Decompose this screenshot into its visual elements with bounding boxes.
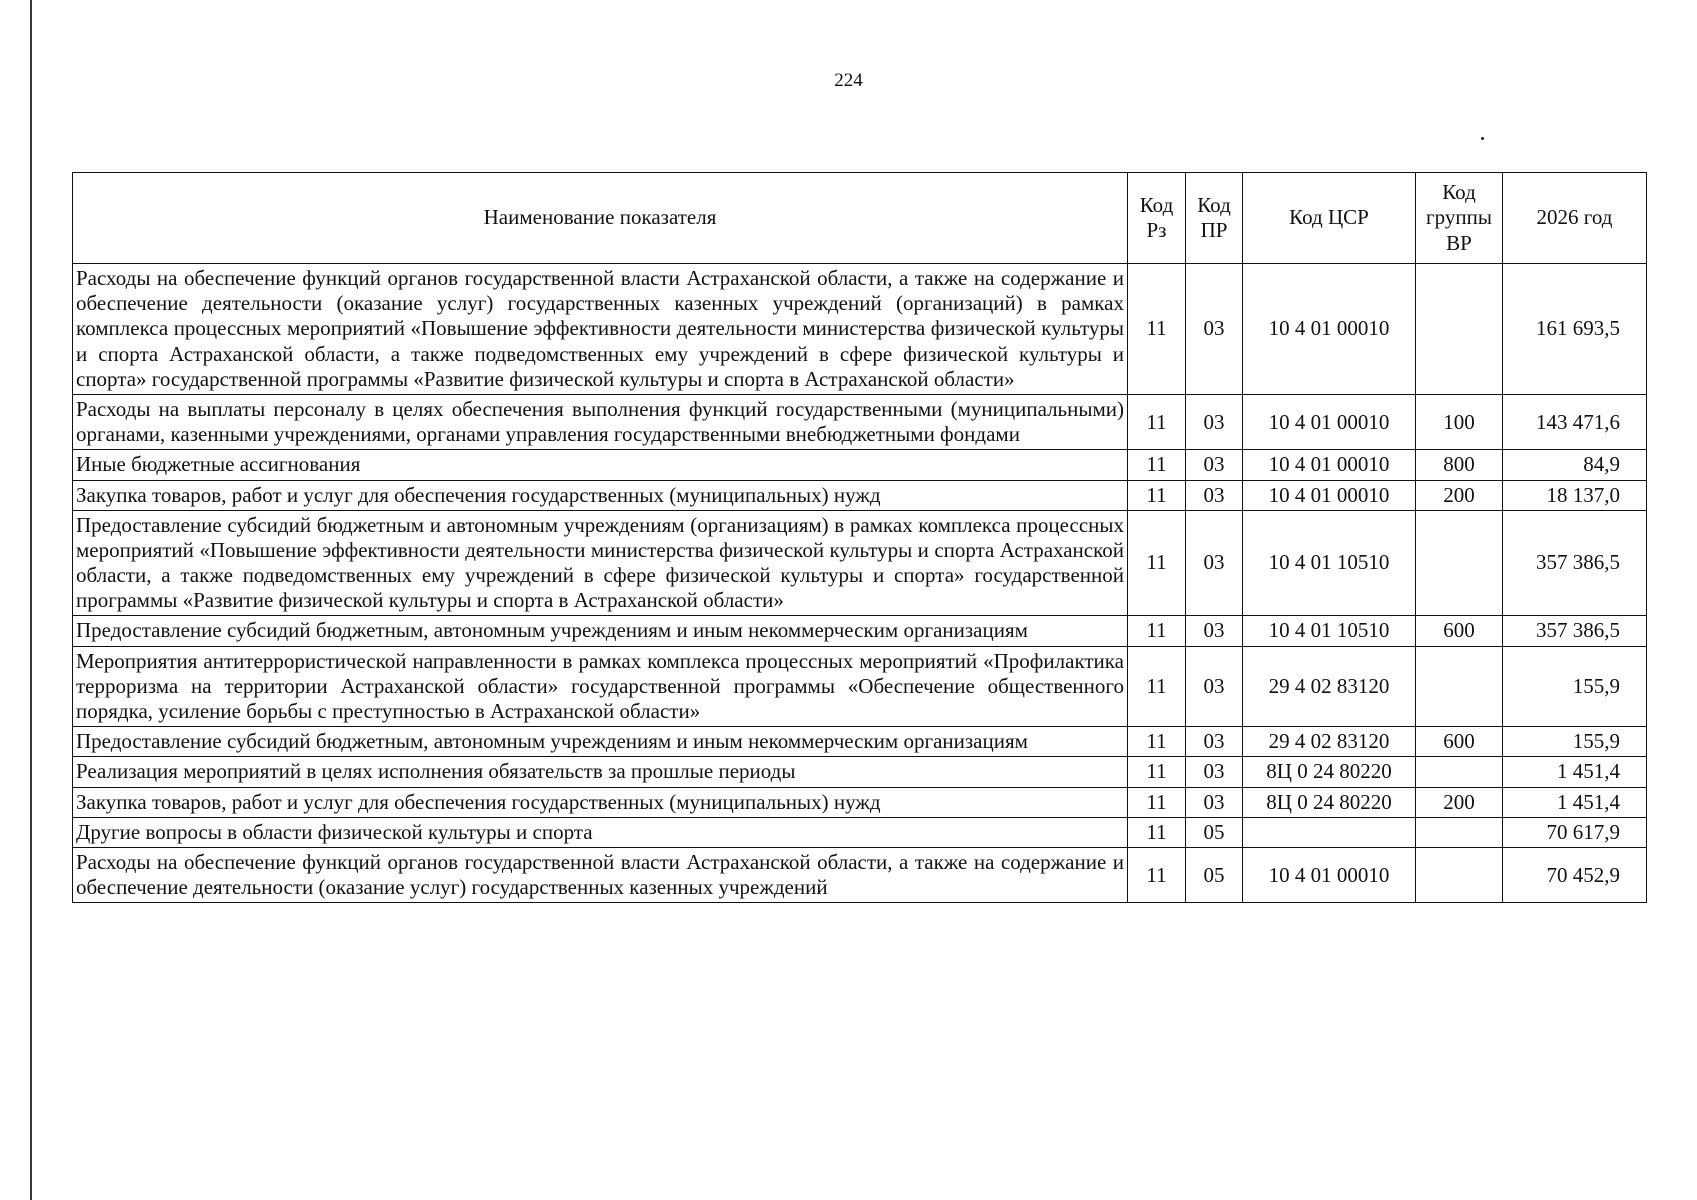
cell-amount-2026: 70 617,9 [1503, 817, 1647, 847]
cell-code-vr [1416, 646, 1503, 727]
cell-code-vr: 600 [1416, 616, 1503, 646]
cell-code-pr: 03 [1186, 646, 1243, 727]
cell-code-pr: 03 [1186, 510, 1243, 616]
cell-code-vr [1416, 817, 1503, 847]
cell-name: Закупка товаров, работ и услуг для обеспечения государственных (муниципальных) нужд [73, 787, 1128, 817]
cell-code-csr [1243, 817, 1416, 847]
cell-code-pr: 03 [1186, 727, 1243, 757]
cell-name: Закупка товаров, работ и услуг для обеспечения государственных (муниципальных) нужд [73, 480, 1128, 510]
cell-amount-2026: 357 386,5 [1503, 616, 1647, 646]
cell-code-csr: 8Ц 0 24 80220 [1243, 757, 1416, 787]
cell-amount-2026: 155,9 [1503, 727, 1647, 757]
cell-code-csr: 10 4 01 00010 [1243, 264, 1416, 395]
cell-code-vr: 600 [1416, 727, 1503, 757]
cell-code-pr: 05 [1186, 847, 1243, 902]
cell-code-vr: 200 [1416, 787, 1503, 817]
cell-code-rz: 11 [1128, 646, 1186, 727]
cell-name: Расходы на обеспечение функций органов государственной власти Астраханской области, а также на содержание и обеспечение деятельности (оказание услуг) государственных казенных учреждений (организаций) в рамках комплекса процессных мероприятий «Повышение эффективности деятельности министерства физической культуры и спорта Астраханской области, а также подведомственных ему учреждений в сфере физической культуры и спорта» государственной программы «Развитие физической культуры и спорта в Астраханской области» [73, 264, 1128, 395]
cell-name: Иные бюджетные ассигнования [73, 450, 1128, 480]
cell-code-rz: 11 [1128, 847, 1186, 902]
cell-code-pr: 03 [1186, 450, 1243, 480]
cell-amount-2026: 161 693,5 [1503, 264, 1647, 395]
table-row [73, 264, 1647, 395]
cell-code-csr: 8Ц 0 24 80220 [1243, 787, 1416, 817]
cell-name: Реализация мероприятий в целях исполнения обязательств за прошлые периоды [73, 757, 1128, 787]
cell-code-pr: 05 [1186, 817, 1243, 847]
table-row [73, 616, 1647, 646]
cell-code-csr: 10 4 01 10510 [1243, 510, 1416, 616]
cell-amount-2026: 155,9 [1503, 646, 1647, 727]
cell-code-rz: 11 [1128, 450, 1186, 480]
cell-amount-2026: 1 451,4 [1503, 787, 1647, 817]
table-row [73, 510, 1647, 616]
cell-amount-2026: 357 386,5 [1503, 510, 1647, 616]
cell-code-pr: 03 [1186, 264, 1243, 395]
table-row [73, 450, 1647, 480]
cell-name: Расходы на обеспечение функций органов государственной власти Астраханской области, а также на содержание и обеспечение деятельности (оказание услуг) государственных казенных учреждений [73, 847, 1128, 902]
cell-code-pr: 03 [1186, 480, 1243, 510]
header-code-rz: Код Рз [1128, 173, 1186, 264]
cell-code-rz: 11 [1128, 757, 1186, 787]
cell-code-pr: 03 [1186, 394, 1243, 449]
cell-code-rz: 11 [1128, 510, 1186, 616]
cell-name: Расходы на выплаты персоналу в целях обеспечения выполнения функций государственными (муниципальными) органами, казенными учреждениями, органами управления государственными внебюджетными фондами [73, 394, 1128, 449]
cell-name: Предоставление субсидий бюджетным и автономным учреждениям (организациям) в рамках комплекса процессных мероприятий «Повышение эффективности деятельности министерства физической культуры и спорта Астраханской области, а также подведомственных ему учреждений в сфере физической культуры и спорта» государственной программы «Развитие физической культуры и спорта в Астраханской области» [73, 510, 1128, 616]
header-name: Наименование показателя [73, 173, 1128, 264]
cell-code-rz: 11 [1128, 394, 1186, 449]
cell-code-csr: 29 4 02 83120 [1243, 727, 1416, 757]
cell-amount-2026: 70 452,9 [1503, 847, 1647, 902]
header-code-vr: Код группы ВР [1416, 173, 1503, 264]
cell-code-vr [1416, 510, 1503, 616]
cell-amount-2026: 84,9 [1503, 450, 1647, 480]
table-row [73, 817, 1647, 847]
cell-name: Другие вопросы в области физической культуры и спорта [73, 817, 1128, 847]
cell-code-csr: 10 4 01 00010 [1243, 450, 1416, 480]
cell-code-csr: 10 4 01 00010 [1243, 847, 1416, 902]
table-row [73, 787, 1647, 817]
table-row [73, 480, 1647, 510]
page-number: 224 [834, 70, 863, 91]
header-code-csr: Код ЦСР [1243, 173, 1416, 264]
cell-code-csr: 10 4 01 00010 [1243, 480, 1416, 510]
table-row [73, 757, 1647, 787]
cell-code-csr: 10 4 01 10510 [1243, 616, 1416, 646]
cell-code-vr [1416, 264, 1503, 395]
table-body [73, 264, 1647, 903]
cell-code-csr: 10 4 01 00010 [1243, 394, 1416, 449]
cell-code-vr: 100 [1416, 394, 1503, 449]
cell-code-vr [1416, 847, 1503, 902]
table-row [73, 394, 1647, 449]
cell-code-csr: 29 4 02 83120 [1243, 646, 1416, 727]
cell-name: Предоставление субсидий бюджетным, автономным учреждениям и иным некоммерческим организациям [73, 616, 1128, 646]
header-code-pr: Код ПР [1186, 173, 1243, 264]
cell-code-rz: 11 [1128, 480, 1186, 510]
cell-code-rz: 11 [1128, 727, 1186, 757]
budget-table [72, 172, 1647, 903]
cell-amount-2026: 1 451,4 [1503, 757, 1647, 787]
scan-edge-line [30, 0, 32, 1200]
table-row [73, 646, 1647, 727]
cell-name: Мероприятия антитеррористической направленности в рамках комплекса процессных мероприятий «Профилактика терроризма на территории Астраханской области» государственной программы «Обеспечение общественного порядка, усиление борьбы с преступностью в Астраханской области» [73, 646, 1128, 727]
scan-speck [1481, 137, 1484, 140]
cell-code-pr: 03 [1186, 616, 1243, 646]
cell-code-rz: 11 [1128, 787, 1186, 817]
table-header-row [73, 173, 1647, 264]
cell-code-pr: 03 [1186, 757, 1243, 787]
cell-code-rz: 11 [1128, 817, 1186, 847]
cell-code-pr: 03 [1186, 787, 1243, 817]
cell-code-vr [1416, 757, 1503, 787]
table-row [73, 847, 1647, 902]
cell-code-vr: 200 [1416, 480, 1503, 510]
cell-amount-2026: 18 137,0 [1503, 480, 1647, 510]
cell-code-rz: 11 [1128, 264, 1186, 395]
cell-code-vr: 800 [1416, 450, 1503, 480]
cell-amount-2026: 143 471,6 [1503, 394, 1647, 449]
header-year-2026: 2026 год [1503, 173, 1647, 264]
cell-name: Предоставление субсидий бюджетным, автономным учреждениям и иным некоммерческим организациям [73, 727, 1128, 757]
table-row [73, 727, 1647, 757]
cell-code-rz: 11 [1128, 616, 1186, 646]
